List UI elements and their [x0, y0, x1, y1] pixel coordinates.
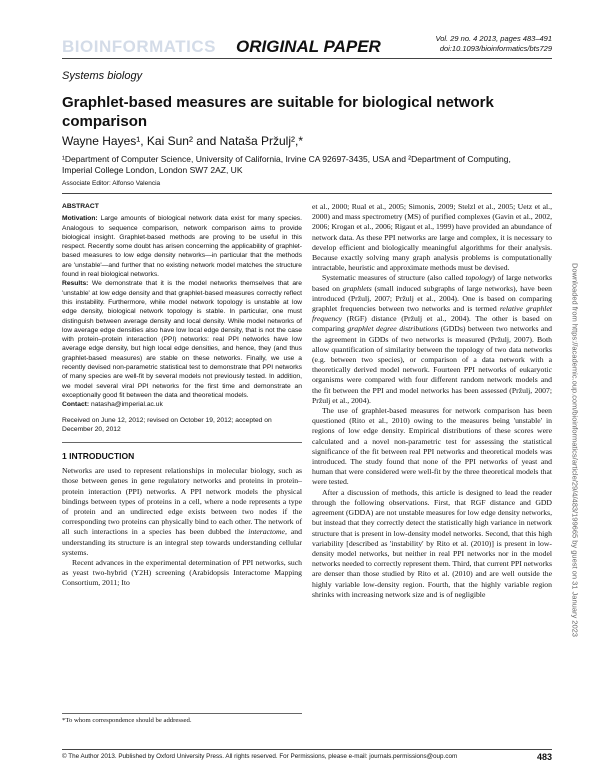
contact-email[interactable]: natasha@imperial.ac.uk: [90, 401, 163, 409]
gdd-term: graphlet degree distributions: [347, 324, 439, 334]
citation-doi[interactable]: doi:10.1093/bioinformatics/bts729: [439, 44, 552, 53]
right-paragraph-1: et al., 2000; Rual et al., 2005; Simonis, 2009; Stelzl et al., 2005; Uetz et al., 2000) and mass spectrometry (MS) of purified complexes (Gavin et al., 2002, 2006; Krogan et al., 2006; Rigaut et al., 1999) have provided an abundance of network data. As these PPI networks are large and complex, it is necessary to develop efficient and biologically meaningful algorithms for their analysis. Because exactly solving many graph analysis problems is computationally intractable, heuristic and approximate methods must be devised.: [312, 202, 552, 273]
intro-p1-end: , and understanding its structure is an integral step towards understanding cellular systems.: [62, 527, 302, 557]
results-label: Results:: [62, 280, 89, 288]
left-column: [62, 202, 302, 589]
associate-editor: Associate Editor: Alfonso Valencia: [62, 180, 161, 187]
intro-paragraph-2: Recent advances in the experimental determination of PPI networks, such as yeast two-hybrid (Y2H) screening (Arabidopsis Interactome Mapping Consortium, 2011; Ito: [62, 557, 302, 588]
footer-rule: [62, 749, 552, 750]
p2-part-a: Systematic measures of structure (also called: [322, 273, 466, 283]
paper-type: ORIGINAL PAPER: [236, 37, 381, 56]
abstract-motivation: [62, 214, 302, 279]
footnote: *To whom correspondence should be addressed.: [62, 713, 302, 724]
p2-part-e: (GDDs) between two networks and the agreement in GDDs of two networks is measured (Pržulj, 2007). Both allow quantification of similarity between the topology of two data networks (e.g. between two species), or comparison of a data network with a theoretically derived model network. Fourteen PPI networks of eukaryotic organisms were compared with four different random network models and the fit between the PPI and model networks has been assessed (Pržulj, 2007; Pržulj et al., 2004).: [312, 324, 552, 405]
topology-term: topology: [465, 273, 493, 283]
intro-body: [62, 466, 302, 588]
authors: Wayne Hayes¹, Kai Sun² and Nataša Pržulj²,*: [62, 134, 303, 148]
intro-p1-text: Networks are used to represent relationships in molecular biology, such as those between genes in gene regulatory networks and proteins in protein–protein interaction (PPI) networks. A PPI network models the physical bindings between types of proteins in a cell, where a node represents a type of protein and an undirected edge exists between two nodes if the corresponding two proteins can physically bind to each other. The network of all such interactions in a species has been dubbed the: [62, 466, 302, 537]
motivation-text: Large amounts of biological network data exist for many species. Analogous to sequence comparison, network comparison aims to provide biological insight. Graphlet-based methods are proving to be useful in this respect. Recently some doubt has arisen concerning the applicability of graphlet-based measures to low edge density networks—in particular that the methods are 'unstable'—and further that no existing network model matches the structure found in real biological networks.: [62, 215, 303, 279]
intro-paragraph-1: [62, 466, 302, 558]
graphlets-term: graphlets: [342, 283, 372, 293]
copyright: © The Author 2013. Published by Oxford University Press. All rights reserved. For Permissions, please e-mail: journals.permissions@oup.com: [62, 753, 458, 760]
right-column: [312, 202, 552, 600]
abstract-rule: [62, 442, 302, 443]
contact-label: Contact:: [62, 401, 90, 409]
p2-part-b: ) of large networks based on: [312, 273, 552, 293]
section-label: Systems biology: [62, 70, 143, 82]
affiliation: ¹Department of Computer Science, University of California, Irvine CA 92697-3435, USA and ²Department of Computing, Imperial College London, London SW7 2AZ, UK: [62, 154, 511, 175]
abstract-contact: [62, 400, 302, 409]
citation-volume: Vol. 29 no. 4 2013, pages 483–491: [435, 34, 552, 43]
title-rule: [62, 193, 552, 194]
paper-title: Graphlet-based measures are suitable for biological network comparison: [62, 94, 494, 130]
rgf-term: relative graphlet frequency: [312, 304, 552, 324]
p2-part-c: (small induced subgraphs of large networks), have been introduced (Pržulj, 2007; Pržulj et al., 2004). One is based on comparing graphlet frequencies between two networks and is termed: [312, 283, 552, 314]
header-rule: [62, 58, 552, 59]
journal-logo: BIOINFORMATICS: [62, 37, 217, 56]
results-text: We demonstrate that it is the model networks themselves that are 'unstable' at low edge density and that graphlet-based measures correctly reflect this instability. Furthermore, while model network topology is unstable at low edge density, biological network topology is stable. In particular, one must distinguish between average density and local density. While model networks of low average edge densities also have low local edge density, that is not the case with protein–protein interaction (PPI) networks: real PPI networks have low average edge density, but high local edge densities, and hence, they (and thus graphlet-based measures) are stable on these networks. Finally, we use a recently devised non-parametric statistical test to demonstrate that PPI networks of many species are well-fit by several models not previously tested. In addition, we model several viral PPI networks for the first time and demonstrate an exceptionally good fit between the data and theoretical models.: [62, 280, 303, 399]
download-notice: Downloaded from https://academic.oup.com/bioinformatics/article/29/4/483/199665 by guest on 31 January 2023: [570, 263, 580, 637]
interactome-term: interactome: [248, 527, 285, 537]
page-number: 483: [536, 752, 552, 762]
right-paragraph-4: After a discussion of methods, this article is designed to lead the reader through the following observations. First, that RGF distance and GDD agreement (GDDA) are not unstable measures for low edge density networks, but instead that they correctly detect the statistically high variance in network structure that is present in low-density model networks. Second, that this high variability [described as 'instability' by Rito et al. (2010)] is present in low-density model networks, but neither in real PPI networks nor in the model networks needed to correctly represent them. Third, that current PPI networks are denser than those studied by Rito et al. (2010) and are well outside the highly variable low-density region. Fourth, that the highly variable region shrinks with increasing network size and is of negligible: [312, 487, 552, 599]
p2-part-d: (RGF) distance (Pržulj et al., 2004). The other is based on comparing: [312, 314, 552, 334]
citation: [436, 34, 553, 54]
download-sidebar: [568, 150, 582, 750]
abstract-heading: ABSTRACT: [62, 203, 99, 210]
right-paragraph-3: The use of graphlet-based measures for network comparison has been questioned (Rito et al., 2010) owing to the measures being 'unstable' in regions of low edge density. Empirical distributions of these scores were calculated and a novel non-parametric test for assessing the statistical significance of the fit between real PPI networks and theoretical models was introduced. The study found that none of the PPI networks of yeast and human that were considered were well-fit by the three theoretical models that were tested.: [312, 406, 552, 487]
motivation-label: Motivation:: [62, 215, 98, 223]
intro-heading: 1 INTRODUCTION: [62, 451, 135, 462]
abstract-results: [62, 279, 302, 400]
received-dates: Received on June 12, 2012; revised on October 19, 2012; accepted on December 20, 2012: [62, 416, 272, 433]
right-paragraph-2: [312, 273, 552, 406]
abstract: [62, 202, 302, 410]
